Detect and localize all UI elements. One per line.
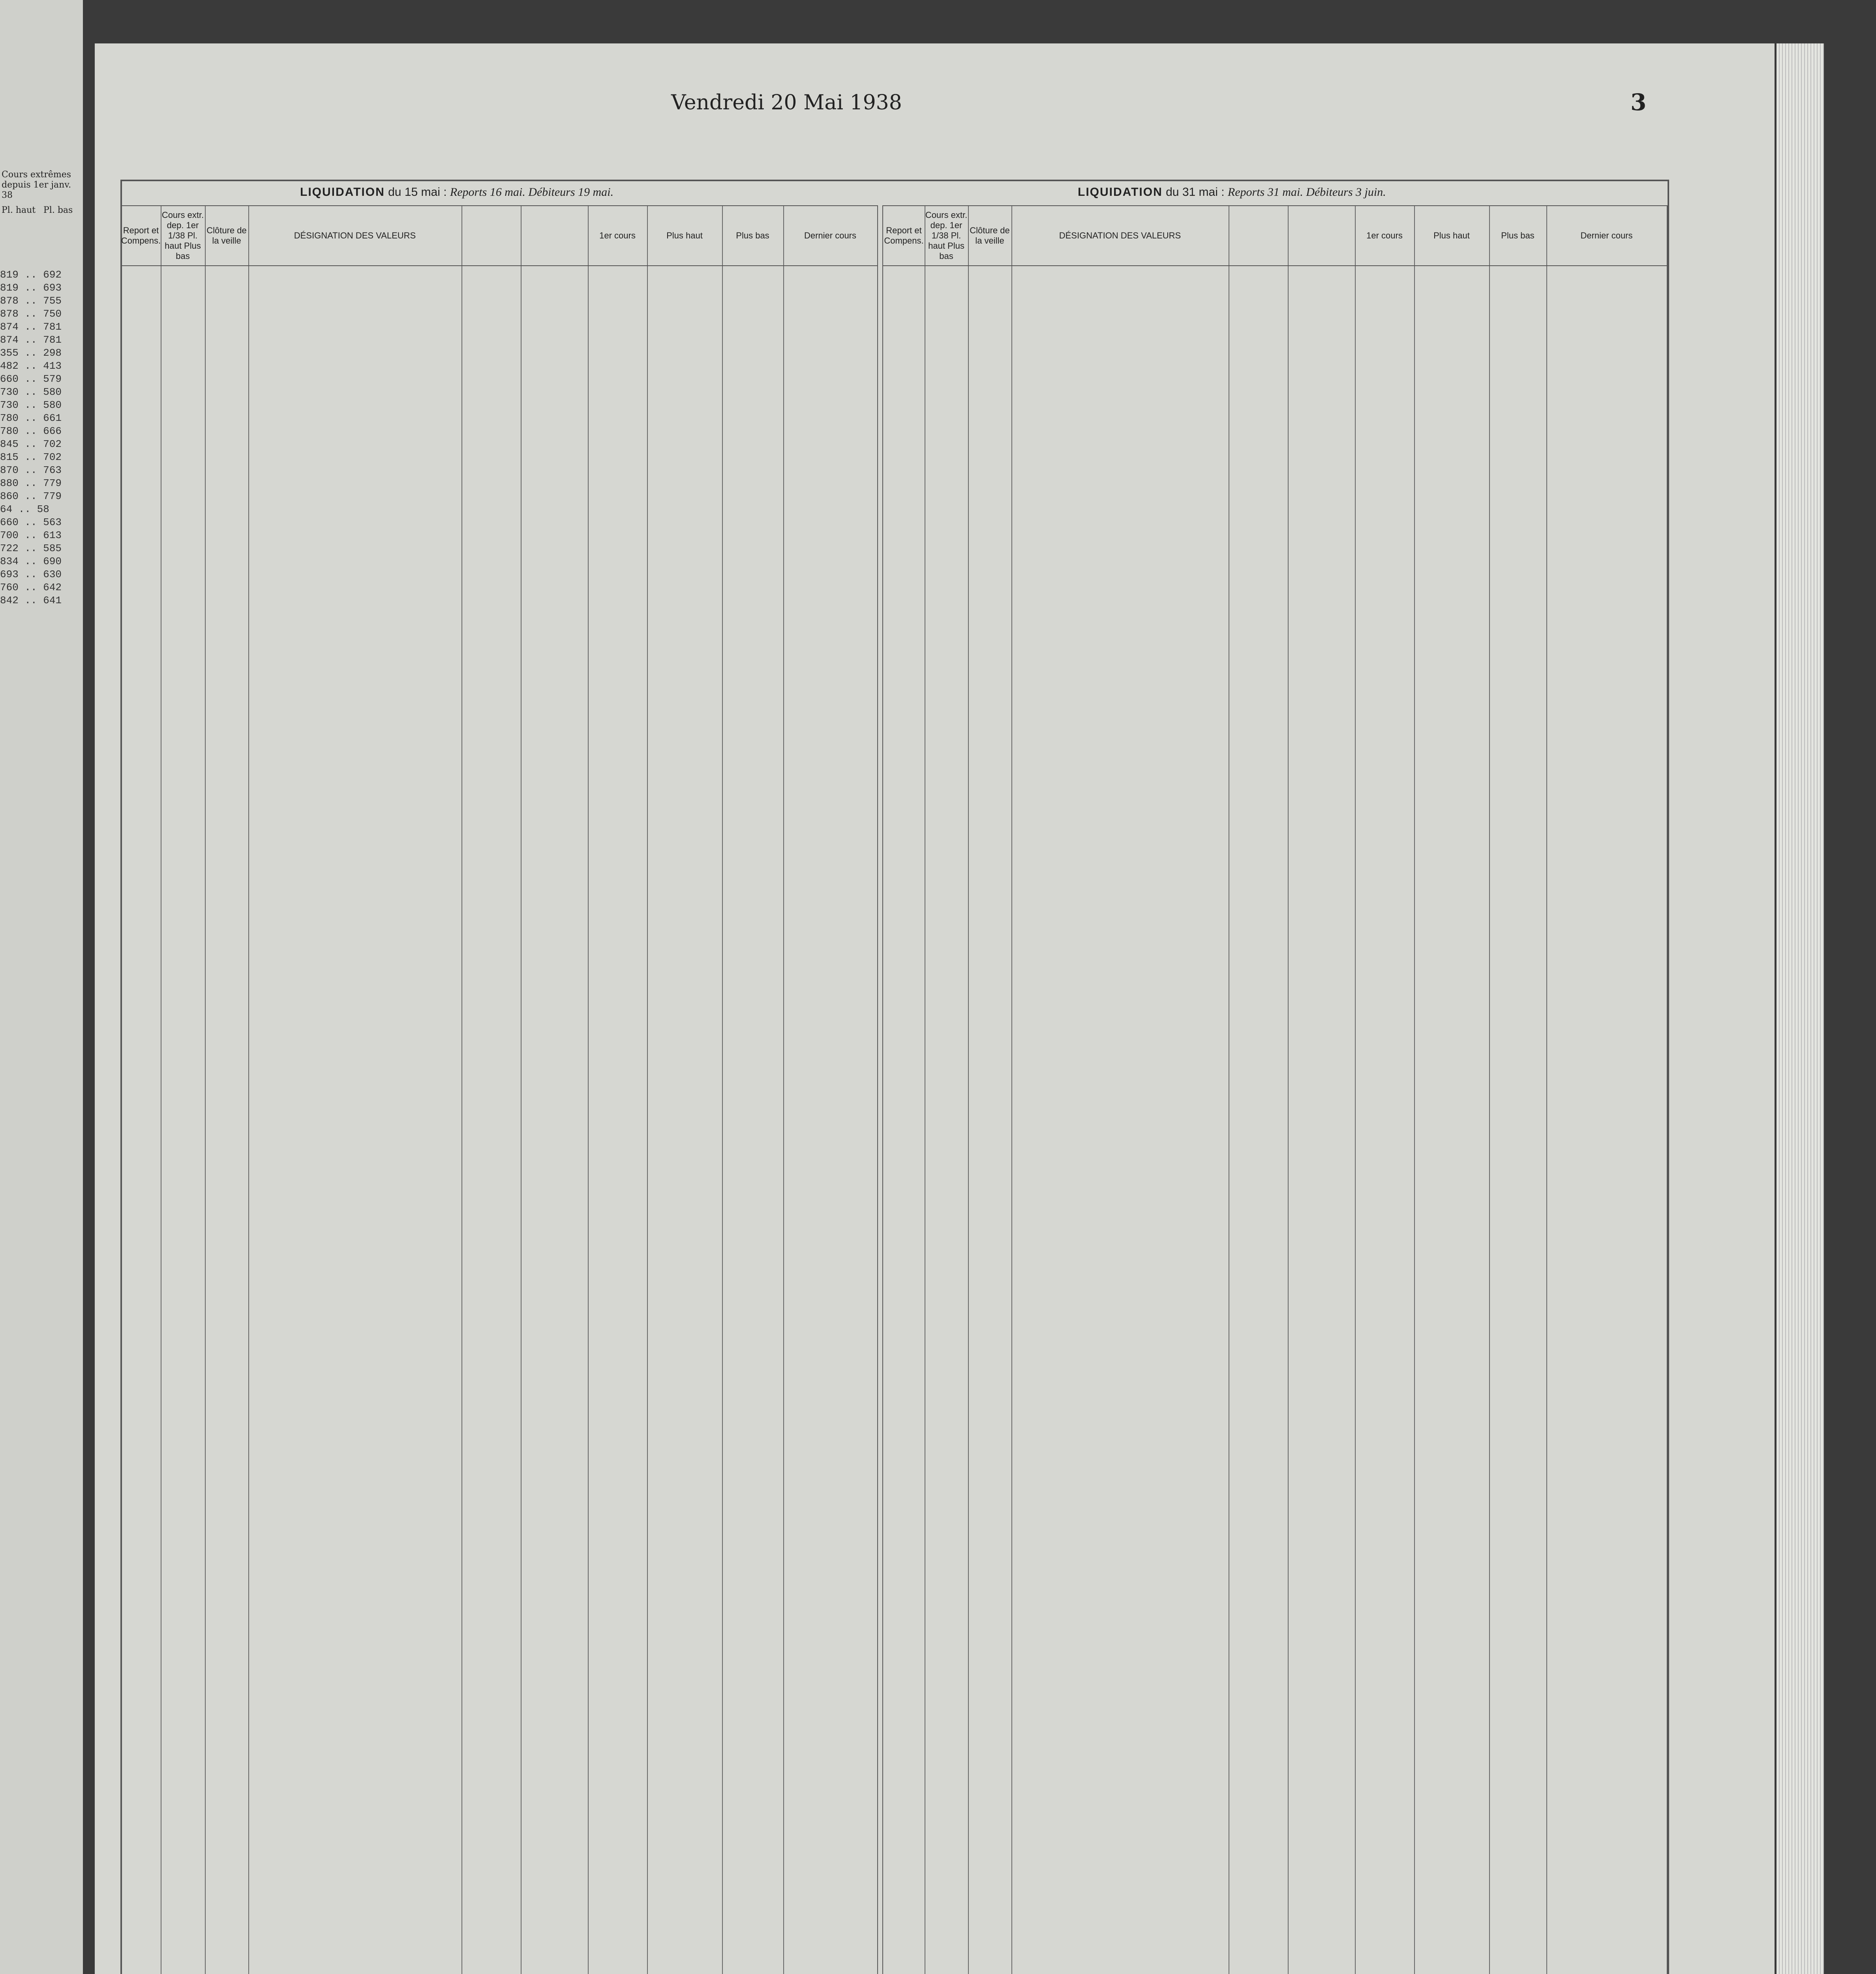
column-header-report: Report et Compens. [121,206,161,266]
prev-page-value: 870 .. 763 [0,464,62,476]
prev-page-value: 815 .. 702 [0,451,62,463]
prev-page-value: 880 .. 779 [0,477,62,489]
prev-page-value: 780 .. 661 [0,412,62,424]
column-divider [647,206,648,1974]
column-header-jouisance [1229,206,1288,266]
liquidation-right-date: du 31 mai : [1166,186,1225,199]
column-divider [1489,206,1490,1974]
prev-page-value: 834 .. 690 [0,555,62,567]
column-header-cloture: Clôture de la veille [968,206,1011,266]
column-header-cloture: Clôture de la veille [205,206,248,266]
column-header-jouisance [461,206,521,266]
liquidation-right [1078,186,1386,199]
prev-page-value: 842 .. 641 [0,595,62,606]
column-header-premier-cours: 1er cours [1355,206,1414,266]
prev-page-value: 693 .. 630 [0,569,62,580]
prev-page-value: 760 .. 642 [0,582,62,593]
column-divider [248,206,249,1974]
column-header-plus-haut: Plus haut [1414,206,1489,266]
column-divider [1414,206,1415,1974]
prev-page-value: 660 .. 563 [0,516,62,528]
column-header-dernier-cours: Dernier cours [783,206,877,266]
prev-page-value: 874 .. 781 [0,334,62,346]
prev-page-value: 355 .. 298 [0,347,62,359]
previous-page-fragment [0,0,83,1974]
column-divider [783,206,784,1974]
column-header-cours-extr: Cours extr. dep. 1er 1/38 Pl. haut Plus bas [161,206,205,266]
prev-page-value: 660 .. 579 [0,373,62,385]
right-table [882,205,1668,1974]
prev-page-value: 874 .. 781 [0,321,62,333]
column-divider [1546,206,1547,1974]
column-header-designation: DÉSIGNATION DES VALEURS [1011,206,1229,266]
prev-page-value: 780 .. 666 [0,425,62,437]
liquidation-left-label: LIQUIDATION [300,186,385,199]
column-divider [461,206,462,1974]
prev-page-value: 860 .. 779 [0,490,62,502]
liquidation-right-label: LIQUIDATION [1078,186,1163,199]
column-divider [722,206,723,1974]
page-edge [1777,43,1824,1974]
prev-page-value: 64 .. 58 [0,503,49,515]
column-divider [1288,206,1289,1974]
prev-page-value: 819 .. 693 [0,282,62,294]
column-header-plus-bas: Plus bas [1489,206,1546,266]
column-header-settle [521,206,588,266]
column-header-cours-extr: Cours extr. dep. 1er 1/38 Pl. haut Plus bas [925,206,968,266]
page-number: 3 [1630,89,1647,116]
column-header-plus-bas: Plus bas [722,206,783,266]
column-divider [1355,206,1356,1974]
left-table [120,205,878,1974]
prev-page-values [0,268,83,607]
liquidation-left-date: du 15 mai : [388,186,447,199]
column-header-premier-cours: 1er cours [588,206,647,266]
prev-page-heading: Cours extrêmes depuis 1er janv. 38 [2,170,71,200]
column-divider [968,206,969,1974]
liquidation-left-detail: Reports 16 mai. Débiteurs 19 mai. [450,186,614,199]
column-divider [205,206,206,1974]
prev-page-value: 700 .. 613 [0,529,62,541]
column-header-plus-haut: Plus haut [647,206,722,266]
column-header-settle [1288,206,1355,266]
prev-page-sub1: Pl. haut [2,205,36,215]
prev-page-value: 878 .. 750 [0,308,62,320]
column-header-designation: DÉSIGNATION DES VALEURS [248,206,461,266]
prev-page-value: 722 .. 585 [0,542,62,554]
column-divider [1011,206,1012,1974]
column-divider [521,206,522,1974]
prev-page-value: 878 .. 755 [0,295,62,307]
prev-page-value: 730 .. 580 [0,386,62,398]
prev-page-sub2: Pl. bas [43,205,73,215]
prev-page-value: 482 .. 413 [0,360,62,372]
liquidation-left [300,186,613,199]
prev-page-value: 730 .. 580 [0,399,62,411]
column-header-dernier-cours: Dernier cours [1546,206,1667,266]
column-divider [588,206,589,1974]
page-date: Vendredi 20 Mai 1938 [671,91,902,114]
prev-page-value: 819 .. 692 [0,269,62,281]
column-header-report: Report et Compens. [883,206,925,266]
prev-page-value: 845 .. 702 [0,438,62,450]
liquidation-right-detail: Reports 31 mai. Débiteurs 3 juin. [1227,186,1386,199]
